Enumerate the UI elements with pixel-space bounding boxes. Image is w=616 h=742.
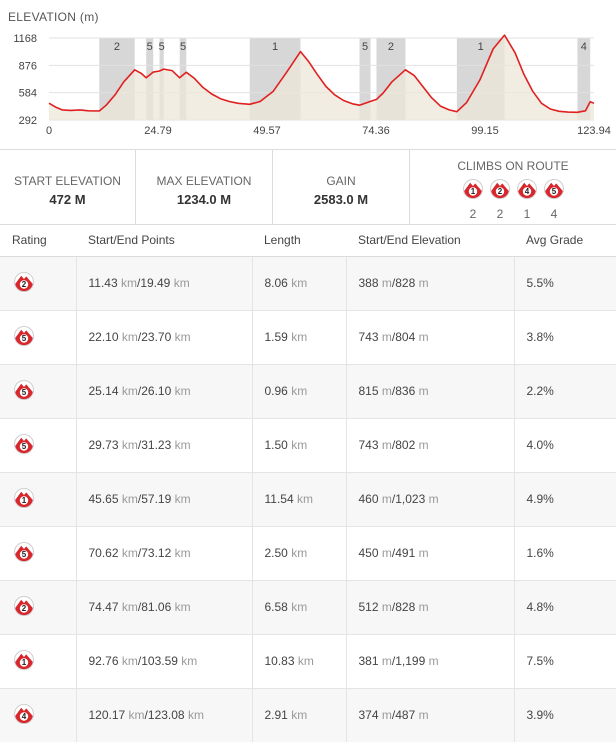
start-elevation-value: 450: [358, 546, 379, 560]
climb-summary-cat-2: [488, 179, 512, 221]
x-tick-label: 49.57: [253, 125, 281, 137]
unit-label: km: [121, 330, 138, 344]
rating-cell: [0, 364, 76, 418]
avg-grade-value: 7.5%: [526, 654, 554, 668]
start-end-elevation-cell: 388 m/828 m: [346, 256, 514, 310]
climb-band-label: 4: [580, 41, 587, 53]
unit-label: km: [174, 492, 191, 506]
start-end-elevation-cell: 743 m/802 m: [346, 418, 514, 472]
start-end-points-cell: 25.14 km/26.10 km: [76, 364, 252, 418]
y-tick-label: 584: [18, 87, 37, 100]
unit-label: km: [120, 276, 137, 290]
avg-grade-cell: [514, 688, 616, 742]
climb-category-icon: 5: [14, 542, 34, 562]
unit-label: m: [418, 276, 429, 290]
unit-label: km: [173, 276, 190, 290]
start-end-points-cell: 45.65 km/57.19 km: [76, 472, 252, 526]
climb-category-icon: 2: [14, 596, 34, 616]
start-end-points-cell: 74.47 km/81.06 km: [76, 580, 252, 634]
length-cell: [252, 364, 346, 418]
end-elevation-value: 1,199: [395, 654, 426, 668]
column-header-start-end-points[interactable]: Start/End Points: [76, 225, 252, 256]
climb-category-icon: 2: [14, 272, 34, 292]
start-end-points-cell: 29.73 km/31.23 km: [76, 418, 252, 472]
length-cell: [252, 580, 346, 634]
column-header-start-end-elevation[interactable]: Start/End Elevation: [346, 225, 514, 256]
avg-grade-cell: [514, 472, 616, 526]
end-elevation-value: 804: [395, 330, 416, 344]
unit-label: km: [121, 600, 138, 614]
start-km-value: 11.43: [88, 276, 118, 290]
rating-cell: [0, 580, 76, 634]
table-row[interactable]: [0, 418, 616, 472]
climb-band-label: 5: [158, 41, 165, 53]
avg-grade-value: 4.9%: [526, 492, 554, 506]
rating-cell: [0, 310, 76, 364]
climb-category-icon: 2: [490, 179, 510, 199]
start-elevation-value: 388: [358, 276, 379, 290]
length-value: 6.58: [264, 600, 288, 614]
length-value: 2.50: [264, 546, 288, 560]
climb-band-label: 5: [179, 41, 187, 53]
start-km-value: 120.17: [88, 708, 126, 722]
rating-cell: [0, 634, 76, 688]
climb-category-icon: 1: [14, 488, 34, 508]
end-km-value: 73.12: [141, 546, 172, 560]
x-tick-label: 123.94: [577, 125, 611, 137]
end-km-value: 31.23: [141, 438, 172, 452]
stat-label: GAIN: [326, 174, 356, 188]
length-cell: [252, 634, 346, 688]
x-tick-label: 99.15: [471, 125, 499, 137]
climbs-table-body: [0, 256, 616, 742]
unit-label: km: [121, 546, 138, 560]
unit-label: m: [418, 438, 429, 452]
table-row[interactable]: [0, 256, 616, 310]
end-elevation-value: 487: [395, 708, 416, 722]
start-elevation-value: 374: [358, 708, 379, 722]
y-tick-label: 292: [18, 115, 37, 127]
climbs-table: [0, 225, 616, 742]
unit-label: km: [291, 330, 308, 344]
unit-label: m: [428, 492, 439, 506]
chart-title: ELEVATION (m): [8, 10, 99, 24]
length-value: 1.59: [264, 330, 288, 344]
length-value: 11.54: [264, 492, 294, 506]
end-elevation-value: 828: [395, 600, 416, 614]
table-row[interactable]: [0, 688, 616, 742]
start-end-points-cell: 120.17 km/123.08 km: [76, 688, 252, 742]
start-km-value: 70.62: [88, 546, 119, 560]
unit-label: m: [381, 492, 392, 506]
climb-category-icon: 5: [14, 434, 34, 454]
unit-label: m: [418, 330, 429, 344]
unit-label: km: [121, 384, 138, 398]
end-km-value: 19.49: [140, 276, 171, 290]
start-elevation-value: 381: [358, 654, 379, 668]
unit-label: km: [297, 654, 314, 668]
length-cell: [252, 256, 346, 310]
table-row[interactable]: [0, 364, 616, 418]
column-header-length[interactable]: Length: [252, 225, 346, 256]
start-elevation-value: 512: [358, 600, 379, 614]
avg-grade-value: 2.2%: [526, 384, 554, 398]
unit-label: km: [291, 438, 308, 452]
stat-gain: [273, 150, 410, 224]
length-cell: [252, 688, 346, 742]
x-tick-label: 24.79: [144, 125, 172, 137]
unit-label: km: [291, 276, 308, 290]
unit-label: m: [428, 654, 439, 668]
unit-label: m: [381, 600, 392, 614]
unit-label: km: [121, 438, 138, 452]
avg-grade-value: 3.8%: [526, 330, 554, 344]
y-tick-label: 1168: [13, 33, 37, 45]
stat-start-elevation: [0, 150, 136, 224]
rating-cell: [0, 472, 76, 526]
stat-label: CLIMBS ON ROUTE: [457, 159, 569, 173]
climb-summary-cat-4: [515, 179, 539, 221]
avg-grade-cell: [514, 526, 616, 580]
climb-count: 4: [550, 207, 558, 221]
stat-max-elevation: [136, 150, 273, 224]
route-stats: [0, 149, 616, 225]
start-elevation-value: 815: [358, 384, 379, 398]
unit-label: m: [381, 654, 392, 668]
climb-band-label: 2: [113, 41, 121, 53]
climb-band-label: 1: [272, 41, 279, 53]
rating-cell: [0, 418, 76, 472]
table-row[interactable]: [0, 526, 616, 580]
start-elevation-value: 743: [358, 438, 379, 452]
avg-grade-cell: [514, 256, 616, 310]
column-header-avg-grade[interactable]: Avg Grade: [514, 225, 616, 256]
stat-label: START ELEVATION: [14, 174, 121, 188]
unit-label: m: [418, 708, 429, 722]
avg-grade-value: 5.5%: [526, 276, 554, 290]
start-end-elevation-cell: 743 m/804 m: [346, 310, 514, 364]
end-km-value: 123.08: [147, 708, 185, 722]
climb-category-icon: 1: [463, 179, 483, 199]
avg-grade-cell: [514, 418, 616, 472]
end-elevation-value: 836: [395, 384, 416, 398]
climb-count: 2: [469, 207, 477, 221]
table-row[interactable]: [0, 580, 616, 634]
climb-band-label: 1: [477, 41, 484, 53]
x-tick-label: 0: [45, 125, 53, 137]
start-end-points-cell: 11.43 km/19.49 km: [76, 256, 252, 310]
stat-label: MAX ELEVATION: [156, 174, 252, 188]
start-km-value: 25.14: [88, 384, 119, 398]
unit-label: m: [381, 438, 392, 452]
end-km-value: 81.06: [141, 600, 172, 614]
unit-label: km: [296, 492, 313, 506]
unit-label: m: [381, 546, 392, 560]
table-row[interactable]: [0, 472, 616, 526]
climb-category-icon: 5: [14, 380, 34, 400]
climb-category-icon: 4: [14, 704, 34, 724]
unit-label: m: [418, 546, 429, 560]
unit-label: km: [121, 492, 138, 506]
climb-category-icon: 4: [517, 179, 537, 199]
unit-label: km: [174, 330, 191, 344]
unit-label: km: [174, 546, 191, 560]
start-km-value: 29.73: [88, 438, 119, 452]
avg-grade-cell: [514, 634, 616, 688]
avg-grade-value: 4.0%: [526, 438, 554, 452]
table-header-row: [0, 225, 616, 256]
unit-label: m: [381, 330, 392, 344]
end-elevation-value: 1,023: [395, 492, 426, 506]
climb-summary-cat-5: [542, 179, 566, 221]
start-end-elevation-cell: 381 m/1,199 m: [346, 634, 514, 688]
start-end-elevation-cell: 815 m/836 m: [346, 364, 514, 418]
unit-label: m: [381, 276, 392, 290]
unit-label: km: [291, 600, 308, 614]
avg-grade-value: 1.6%: [526, 546, 554, 560]
start-end-points-cell: 22.10 km/23.70 km: [76, 310, 252, 364]
column-header-rating[interactable]: Rating: [0, 225, 76, 256]
table-row[interactable]: [0, 634, 616, 688]
unit-label: km: [291, 546, 308, 560]
unit-label: m: [418, 600, 429, 614]
stat-climbs-on-route: [410, 150, 616, 224]
end-elevation-value: 491: [395, 546, 416, 560]
elevation-chart: [0, 0, 616, 148]
start-km-value: 74.47: [88, 600, 119, 614]
climb-band-label: 5: [146, 41, 153, 53]
unit-label: km: [174, 600, 191, 614]
climb-category-icon: 5: [544, 179, 564, 199]
table-row[interactable]: [0, 310, 616, 364]
unit-label: km: [187, 708, 204, 722]
unit-label: m: [418, 384, 429, 398]
rating-cell: [0, 256, 76, 310]
climb-band-label: 5: [361, 41, 369, 53]
start-km-value: 92.76: [88, 654, 119, 668]
length-value: 8.06: [264, 276, 288, 290]
unit-label: km: [128, 708, 145, 722]
climb-summary-cat-1: [461, 179, 485, 221]
avg-grade-cell: [514, 310, 616, 364]
avg-grade-cell: [514, 580, 616, 634]
length-cell: [252, 418, 346, 472]
length-value: 0.96: [264, 384, 288, 398]
unit-label: km: [291, 384, 308, 398]
start-end-elevation-cell: 374 m/487 m: [346, 688, 514, 742]
length-value: 10.83: [264, 654, 295, 668]
unit-label: km: [174, 438, 191, 452]
length-value: 2.91: [264, 708, 288, 722]
climb-category-icon: 1: [14, 650, 34, 670]
unit-label: km: [174, 384, 191, 398]
avg-grade-value: 4.8%: [526, 600, 554, 614]
length-value: 1.50: [264, 438, 288, 452]
climb-band-label: 2: [387, 41, 395, 53]
length-cell: [252, 310, 346, 364]
unit-label: m: [381, 708, 392, 722]
stat-value: 1234.0 M: [176, 192, 232, 207]
start-end-points-cell: 92.76 km/103.59 km: [76, 634, 252, 688]
end-elevation-value: 802: [395, 438, 416, 452]
unit-label: m: [381, 384, 392, 398]
start-elevation-value: 743: [358, 330, 379, 344]
end-km-value: 57.19: [141, 492, 172, 506]
avg-grade-cell: [514, 364, 616, 418]
unit-label: km: [291, 708, 308, 722]
end-elevation-value: 828: [395, 276, 416, 290]
climb-count: 2: [496, 207, 504, 221]
climb-category-icon: 5: [14, 326, 34, 346]
rating-cell: [0, 526, 76, 580]
unit-label: km: [181, 654, 198, 668]
y-tick-label: 876: [18, 60, 37, 73]
length-cell: [252, 472, 346, 526]
unit-label: km: [121, 654, 138, 668]
x-tick-label: 74.36: [362, 125, 390, 137]
start-elevation-value: 460: [358, 492, 379, 506]
avg-grade-value: 3.9%: [526, 708, 554, 722]
start-km-value: 45.65: [88, 492, 119, 506]
end-km-value: 23.70: [141, 330, 172, 344]
end-km-value: 26.10: [141, 384, 172, 398]
start-end-elevation-cell: 450 m/491 m: [346, 526, 514, 580]
start-km-value: 22.10: [88, 330, 119, 344]
climb-count: 1: [523, 207, 531, 221]
stat-value: 2583.0 M: [313, 192, 369, 207]
start-end-points-cell: 70.62 km/73.12 km: [76, 526, 252, 580]
rating-cell: [0, 688, 76, 742]
stat-value: 472 M: [49, 192, 86, 207]
start-end-elevation-cell: 512 m/828 m: [346, 580, 514, 634]
start-end-elevation-cell: 460 m/1,023 m: [346, 472, 514, 526]
end-km-value: 103.59: [141, 654, 178, 668]
length-cell: [252, 526, 346, 580]
